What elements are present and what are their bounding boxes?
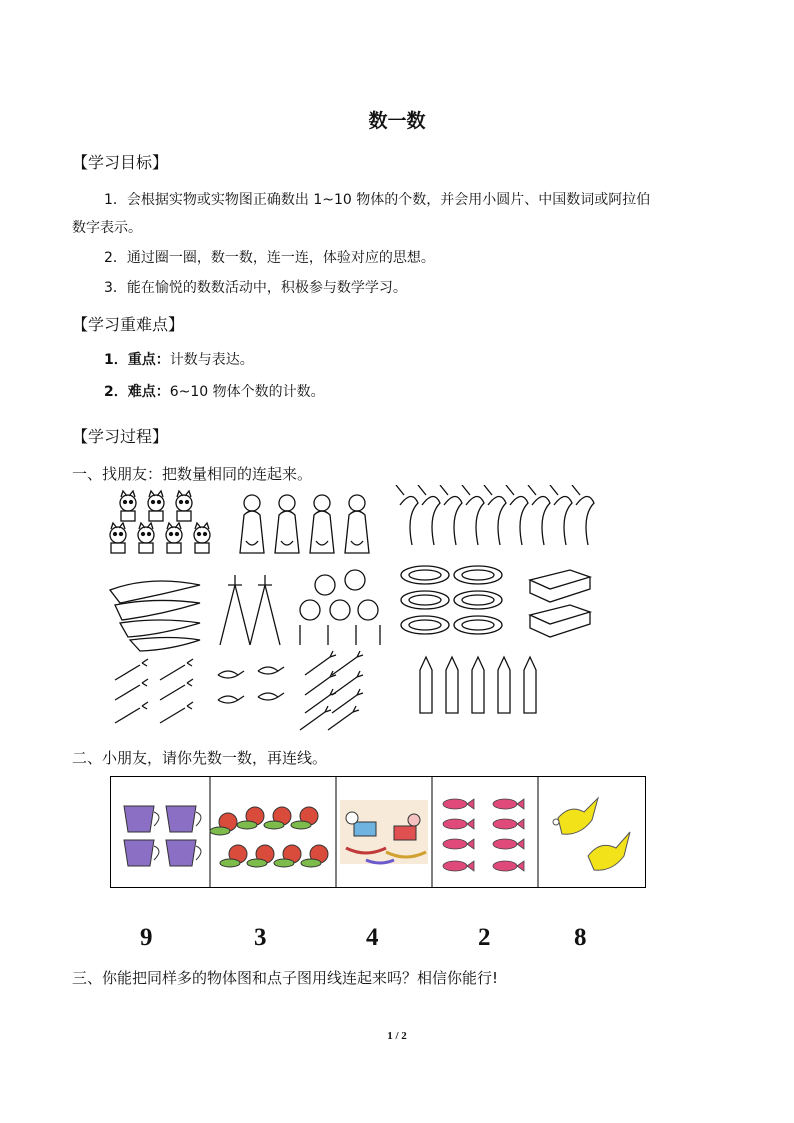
children-group-icon <box>300 570 380 645</box>
small-birds-icon <box>218 667 284 703</box>
key-point-1 <box>104 350 254 370</box>
key-point-2-label: 2．难点： <box>104 384 170 400</box>
goal-1: 1．会根据实物或实物图正确数出 1~10 物体的个数，并会用小圆片、中国数词或阿拉伯 <box>104 192 651 208</box>
number-4: 2 <box>478 924 491 951</box>
plates-icon <box>401 566 502 634</box>
number-3: 4 <box>366 924 379 951</box>
key-point-2-text: 6~10 物体个数的计数。 <box>169 384 325 400</box>
compass-icon <box>220 575 280 645</box>
goals-heading: 【学习目标】 <box>72 153 169 172</box>
bananas-icon <box>110 581 200 651</box>
q2-picture-table <box>110 776 647 890</box>
goal-1-cont: 数字表示。 <box>72 220 142 236</box>
question-1: 一、找朋友：把数量相同的连起来。 <box>72 465 313 483</box>
number-5: 8 <box>574 924 587 951</box>
goal-2: 2．通过圈一圈，数一数，连一连，体验对应的思想。 <box>104 250 435 266</box>
page-indicator: 1 / 2 <box>387 1030 407 1042</box>
page-title: 数一数 <box>368 110 426 132</box>
number-1: 9 <box>140 924 153 951</box>
process-heading: 【学习过程】 <box>72 427 169 446</box>
key-point-2 <box>104 382 325 402</box>
key-points-heading: 【学习重难点】 <box>72 315 185 334</box>
pencils-icon <box>420 657 536 713</box>
cats-icon <box>110 491 210 553</box>
fish-outline-icon <box>300 651 363 730</box>
q1-illustrations <box>100 485 620 735</box>
carrots-icon <box>115 659 193 723</box>
number-2: 3 <box>254 924 267 951</box>
question-2: 二、小朋友，请你先数一数，再连线。 <box>72 749 328 767</box>
question-3: 三、你能把同样多的物体图和点子图用线连起来吗？相信你能行! <box>72 969 499 987</box>
rocking-horses-icon <box>340 800 428 864</box>
key-point-1-text: 计数与表达。 <box>169 352 254 368</box>
books-icon <box>530 570 590 637</box>
goal-3: 3．能在愉悦的数数活动中，积极参与数学学习。 <box>104 280 407 296</box>
shrimp-icon <box>396 485 594 545</box>
people-icon <box>240 495 369 553</box>
key-point-1-label: 1．重点： <box>104 352 170 368</box>
